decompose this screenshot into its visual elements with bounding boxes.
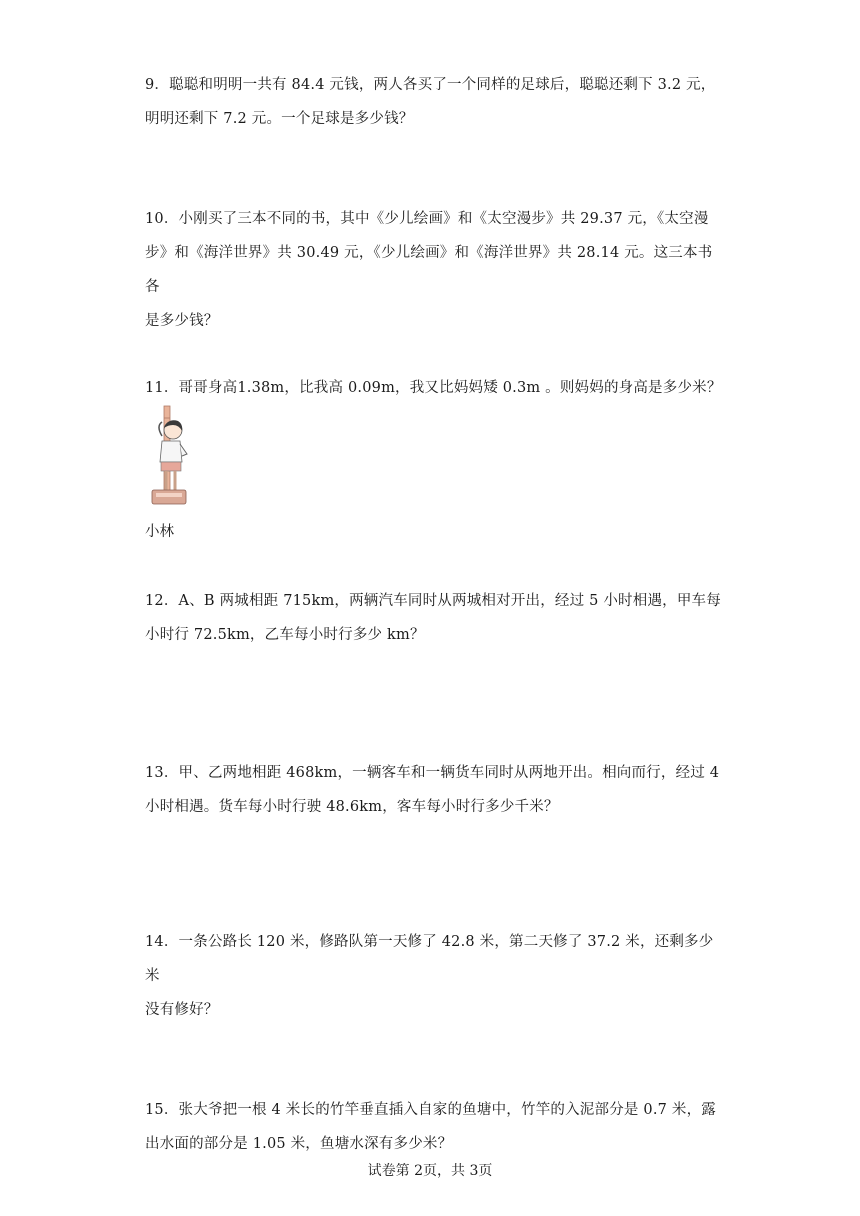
question-11 <box>145 371 725 405</box>
question-text: 10．小刚买了三本不同的书，其中《少儿绘画》和《太空漫步》共 29.37 元，《太空漫 <box>145 211 709 227</box>
question-12 <box>145 584 725 652</box>
boy-height-measure-illustration <box>140 404 192 508</box>
figure-caption: 小林 <box>145 524 174 540</box>
question-text: 12．A、B 两城相距 715km，两辆汽车同时从两城相对开出，经过 5 小时相遇，甲车每 <box>145 593 721 609</box>
question-text: 步》和《海洋世界》共 30.49 元，《少儿绘画》和《海洋世界》共 28.14 元。这三本书各 <box>145 245 713 295</box>
question-text: 14．一条公路长 120 米，修路队第一天修了 42.8 米，第二天修了 37.2 米，还剩多少米 <box>145 934 714 984</box>
question-text: 15．张大爷把一根 4 米长的竹竿垂直插入自家的鱼塘中，竹竿的入泥部分是 0.7 米，露 <box>145 1102 716 1118</box>
question-text: 是多少钱？ <box>145 313 219 329</box>
question-15 <box>145 1093 725 1161</box>
question-text: 11．哥哥身高1.38m，比我高 0.09m，我又比妈妈矮 0.3m 。则妈妈的身高是多少米？ <box>145 380 722 396</box>
question-text: 小时相遇。货车每小时行驶 48.6km，客车每小时行多少千米？ <box>145 799 559 815</box>
page-footer: 试卷第 2页，共 3页 <box>367 1163 493 1179</box>
boy-on-scale-icon <box>140 404 192 508</box>
question-9 <box>145 68 725 136</box>
question-14 <box>145 925 725 1027</box>
question-10 <box>145 202 725 338</box>
question-text: 13．甲、乙两地相距 468km，一辆客车和一辆货车同时从两地开出。相向而行，经过 4 <box>145 765 720 781</box>
question-text: 没有修好？ <box>145 1002 219 1018</box>
question-text: 小时行 72.5km，乙车每小时行多少 km？ <box>145 627 425 643</box>
question-text: 9．聪聪和明明一共有 84.4 元钱，两人各买了一个同样的足球后，聪聪还剩下 3.2 元， <box>145 77 716 93</box>
question-text: 出水面的部分是 1.05 米，鱼塘水深有多少米？ <box>145 1136 453 1152</box>
question-text: 明明还剩下 7.2 元。一个足球是多少钱？ <box>145 111 414 127</box>
question-13 <box>145 756 725 824</box>
